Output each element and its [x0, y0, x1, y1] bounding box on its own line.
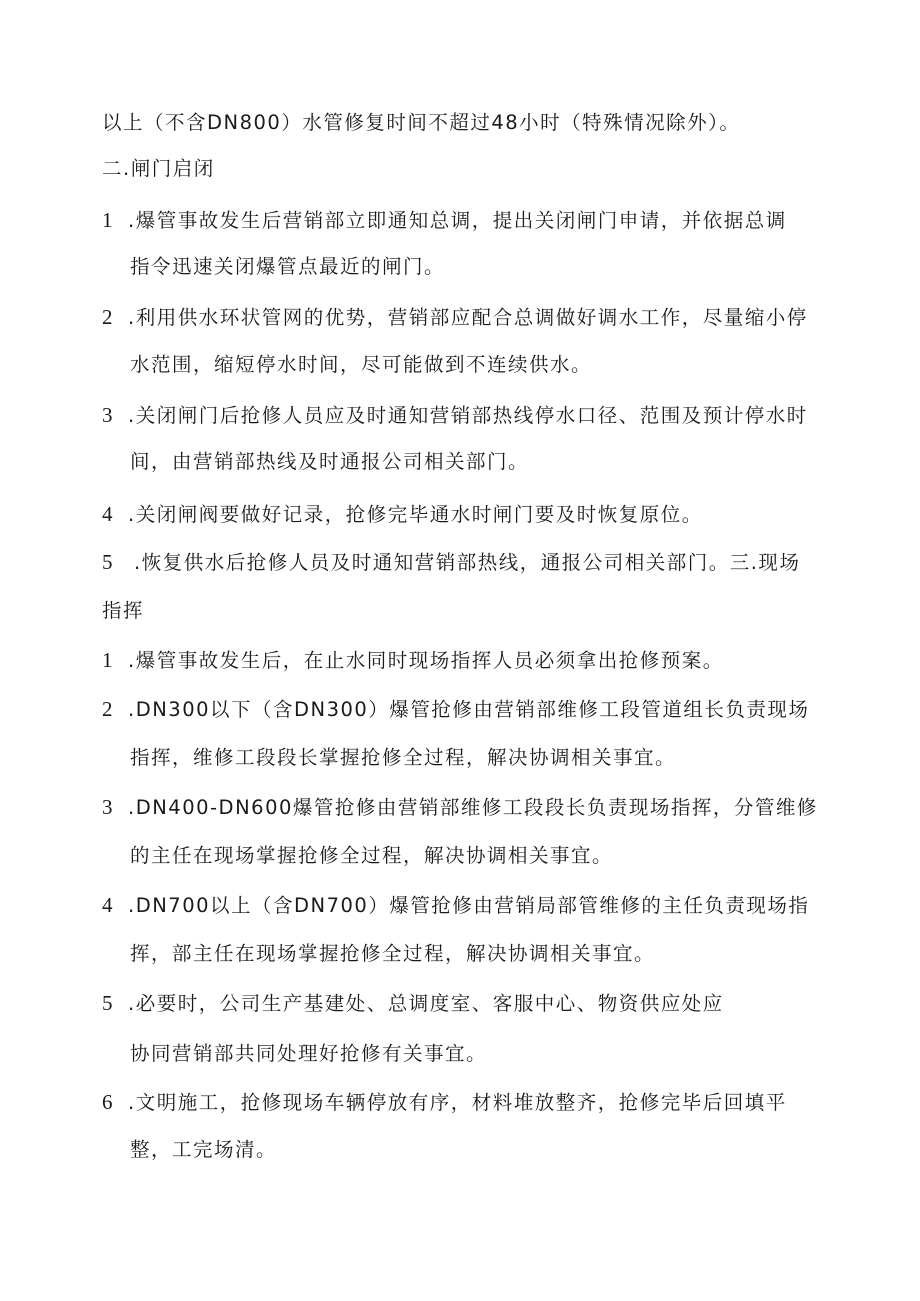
line-text: .DN400-DN600爆管抢修由营销部维修工段段长负责现场指挥，分管维修 [128, 796, 818, 819]
list-item-2 [102, 696, 809, 723]
line-text: 二.闸门启闭 [102, 157, 215, 180]
list-item-1-continuation [130, 254, 445, 280]
list-number: 1 [102, 648, 114, 672]
line-text: .关闭闸阀要做好记录，抢修完毕通水时闸门要及时恢复原位。 [128, 503, 703, 526]
line-text: 的主任在现场掌握抢修全过程，解决协调相关事宜。 [130, 844, 614, 867]
line-text: 协同营销部共同处理好抢修有关事宜。 [130, 1042, 488, 1065]
paragraph-continuation [102, 110, 740, 136]
section-heading-gate-operation [102, 156, 215, 182]
list-item-1 [102, 207, 787, 234]
line-text: .利用供水环状管网的优势，营销部应配合总调做好调水工作，尽量缩小停 [128, 306, 808, 329]
line-text: 整，工完场清。 [130, 1138, 278, 1161]
list-item-6 [102, 1089, 787, 1116]
list-number: 5 [102, 991, 114, 1015]
list-item-3-continuation [130, 449, 529, 475]
list-item-2-continuation [130, 352, 592, 378]
line-text: .爆管事故发生后，在止水同时现场指挥人员必须拿出抢修预案。 [128, 649, 724, 672]
list-item-3 [102, 402, 808, 429]
list-number: 3 [102, 795, 114, 819]
list-item-5 [102, 990, 724, 1017]
line-text: .必要时，公司生产基建处、总调度室、客服中心、物资供应处应 [128, 992, 724, 1015]
section-heading-site-command [102, 598, 144, 624]
list-number: 2 [102, 697, 114, 721]
list-item-2-continuation [130, 745, 676, 771]
line-text: 挥，部主任在现场掌握抢修全过程，解决协调相关事宜。 [130, 942, 656, 965]
list-number: 2 [102, 305, 114, 329]
list-number: 5 [102, 550, 114, 574]
list-item-2 [102, 304, 808, 331]
list-item-4 [102, 892, 809, 919]
list-item-6-continuation [130, 1137, 277, 1163]
list-number: 1 [102, 208, 114, 232]
list-number: 4 [102, 502, 114, 526]
line-text: 以上（不含DN800）水管修复时间不超过48小时（特殊情况除外）。 [102, 111, 741, 134]
list-item-4 [102, 501, 703, 528]
line-text: 指令迅速关闭爆管点最近的闸门。 [130, 255, 446, 278]
line-text: .文明施工，抢修现场车辆停放有序，材料堆放整齐，抢修完毕后回填平 [128, 1091, 787, 1114]
line-text: .关闭闸门后抢修人员应及时通知营销部热线停水口径、范围及预计停水时 [128, 404, 808, 427]
list-item-5 [102, 549, 800, 576]
list-number: 4 [102, 893, 114, 917]
list-item-3 [102, 794, 818, 821]
list-item-5-continuation [130, 1041, 487, 1067]
line-text: .爆管事故发生后营销部立即通知总调，提出关闭闸门申请，并依据总调 [128, 209, 787, 232]
list-number: 3 [102, 403, 114, 427]
line-text: 指挥，维修工段段长掌握抢修全过程，解决协调相关事宜。 [130, 746, 677, 769]
list-item-1 [102, 647, 724, 674]
list-item-3-continuation [130, 843, 613, 869]
line-text: 间，由营销部热线及时通报公司相关部门。 [130, 450, 530, 473]
line-text: .DN700以上（含DN700）爆管抢修由营销局部管维修的主任负责现场指 [128, 894, 810, 917]
list-item-4-continuation [130, 941, 655, 967]
line-text: 水范围，缩短停水时间，尽可能做到不连续供水。 [130, 353, 593, 376]
list-number: 6 [102, 1090, 114, 1114]
line-text: .恢复供水后抢修人员及时通知营销部热线，通报公司相关部门。三.现场 [134, 551, 801, 574]
line-text: .DN300以下（含DN300）爆管抢修由营销部维修工段管道组长负责现场 [128, 698, 810, 721]
line-text: 指挥 [102, 599, 145, 622]
